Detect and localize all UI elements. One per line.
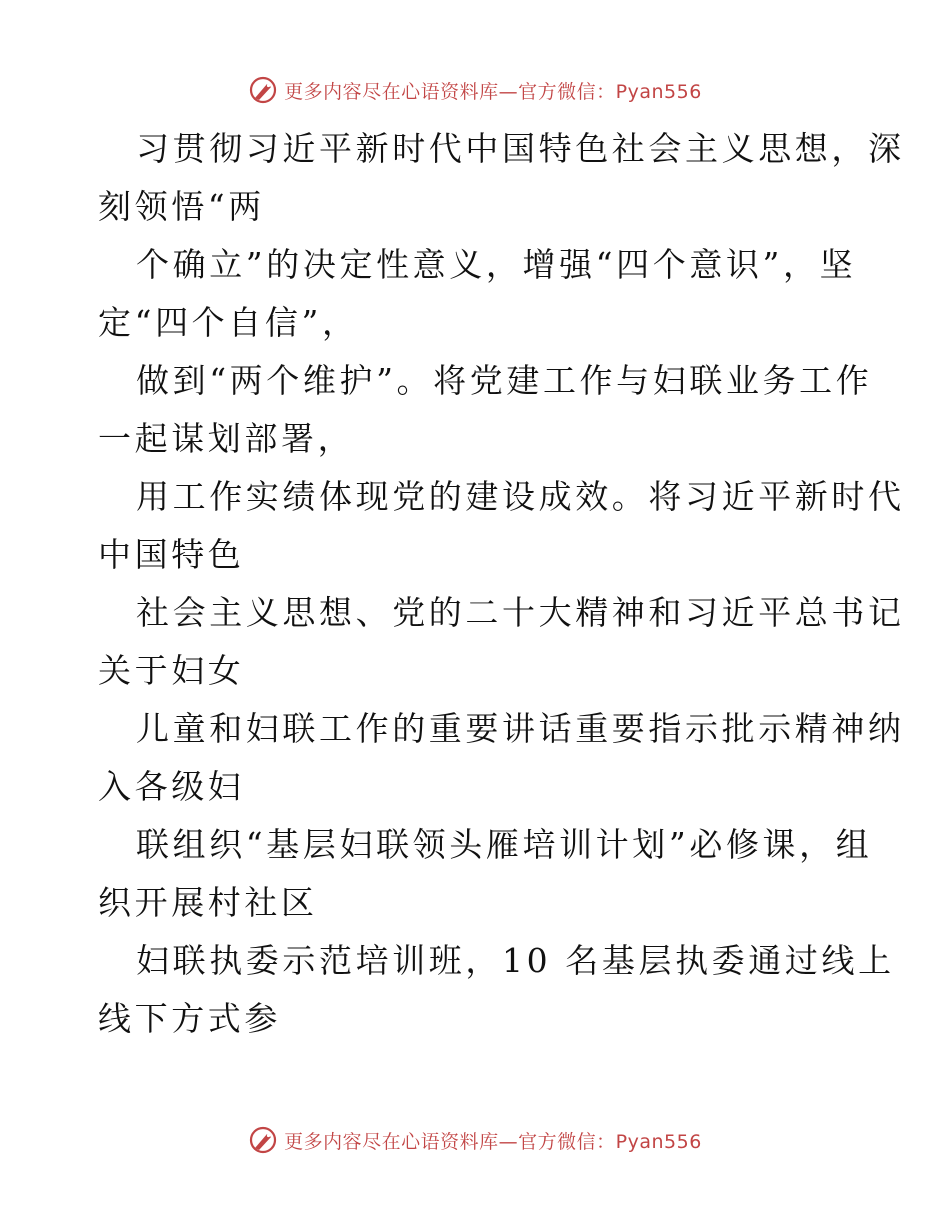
footer-watermark — [0, 1120, 950, 1160]
paragraph-line: 线下方式参 — [98, 999, 281, 1038]
watermark-text: 更多内容尽在心语资料库—官方微信：Pyan556 — [284, 80, 702, 103]
pen-nib-logo-icon — [248, 75, 278, 105]
paragraph-line: 中国特色 — [98, 535, 245, 574]
pen-nib-logo-icon — [248, 1125, 278, 1155]
paragraph-line: 用工作实绩体现党的建设成效。将习近平新时代 — [136, 477, 905, 516]
paragraph-line: 一起谋划部署， — [98, 419, 355, 458]
paragraph-line: 儿童和妇联工作的重要讲话重要指示批示精神纳 — [136, 709, 905, 748]
paragraph-line: 个确立”的决定性意义，增强“四个意识”，坚 — [136, 245, 857, 284]
paragraph-line: 社会主义思想、党的二十大精神和习近平总书记 — [136, 593, 905, 632]
paragraph-line: 刻领悟“两 — [98, 187, 265, 226]
header-watermark — [0, 70, 950, 110]
paragraph-line: 织开展村社区 — [98, 883, 318, 922]
paragraph-line: 联组织“基层妇联领头雁培训计划”必修课，组 — [136, 825, 873, 864]
paragraph-line: 定“四个自信”， — [98, 303, 359, 342]
document-body — [98, 120, 905, 1048]
paragraph-line: 关于妇女 — [98, 651, 245, 690]
paragraph-line: 习贯彻习近平新时代中国特色社会主义思想，深 — [136, 129, 905, 168]
paragraph-line: 妇联执委示范培训班，10 名基层执委通过线上 — [136, 941, 895, 980]
watermark-text: 更多内容尽在心语资料库—官方微信：Pyan556 — [284, 1130, 702, 1153]
paragraph-line: 入各级妇 — [98, 767, 245, 806]
paragraph-line: 做到“两个维护”。将党建工作与妇联业务工作 — [136, 361, 873, 400]
